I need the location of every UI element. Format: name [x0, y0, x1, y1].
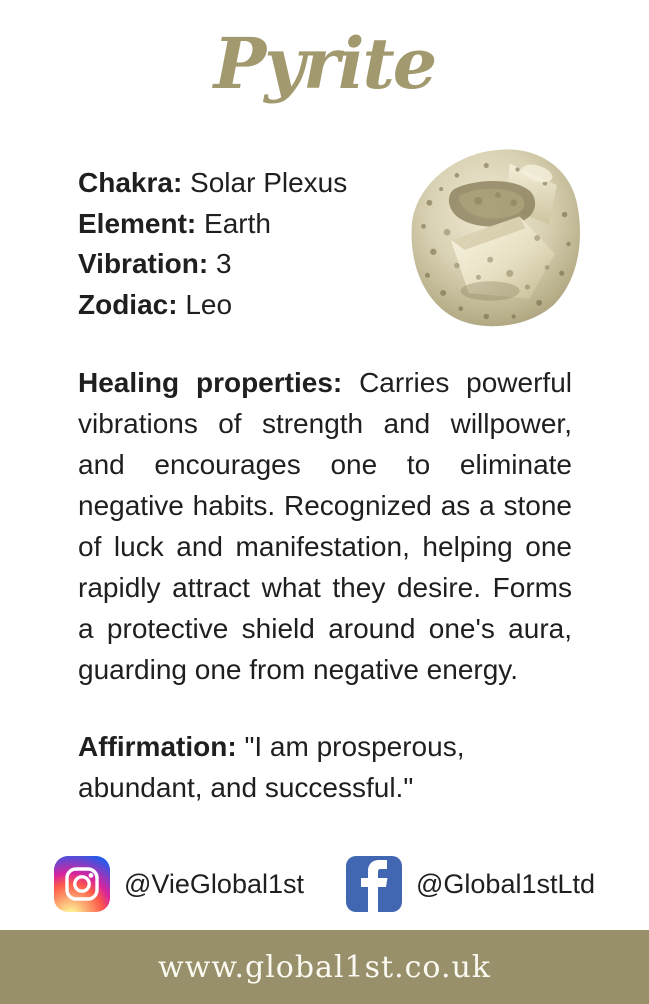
property-label: Element:	[78, 207, 205, 239]
facebook-handle[interactable]: @Global1stLtd	[416, 868, 596, 899]
healing-properties-text: Carries powerful vibrations of strength and willpower, and encourages one to eliminate negative habits. Recognized as a stone of luck and manifestation, helping one rapidly attract what they desire. Forms a protective shield around one's aura, guarding one from negative energy.	[78, 367, 572, 685]
property-value: Earth	[204, 207, 271, 239]
facebook-icon[interactable]	[346, 856, 402, 912]
property-value: Leo	[185, 288, 233, 320]
affirmation-label: Affirmation:	[78, 731, 245, 762]
healing-properties-paragraph	[78, 362, 572, 690]
property-label: Chakra:	[78, 167, 191, 198]
instagram-handle[interactable]: @VieGlobal1st	[123, 868, 304, 899]
property-label: Vibration:	[78, 248, 216, 279]
healing-properties-label: Healing properties:	[78, 367, 360, 398]
property-label: Zodiac:	[78, 288, 186, 320]
social-bar	[0, 856, 649, 912]
properties-list	[78, 163, 347, 325]
affirmation-paragraph	[78, 726, 540, 808]
pyrite-stone-image	[400, 144, 596, 340]
website-url[interactable]: www.global1st.co.uk	[157, 949, 491, 985]
property-value: 3	[215, 248, 232, 279]
instagram-icon[interactable]	[54, 856, 110, 912]
property-row-element	[78, 204, 347, 245]
property-row-zodiac	[78, 285, 347, 326]
property-row-chakra	[78, 163, 347, 204]
property-row-vibration	[78, 244, 347, 285]
affirmation-text: "I am prosperous, abundant, and successful."	[78, 731, 465, 803]
footer-bar	[0, 930, 649, 1004]
page-title: Pyrite	[213, 22, 436, 105]
property-value: Solar Plexus	[190, 167, 348, 198]
